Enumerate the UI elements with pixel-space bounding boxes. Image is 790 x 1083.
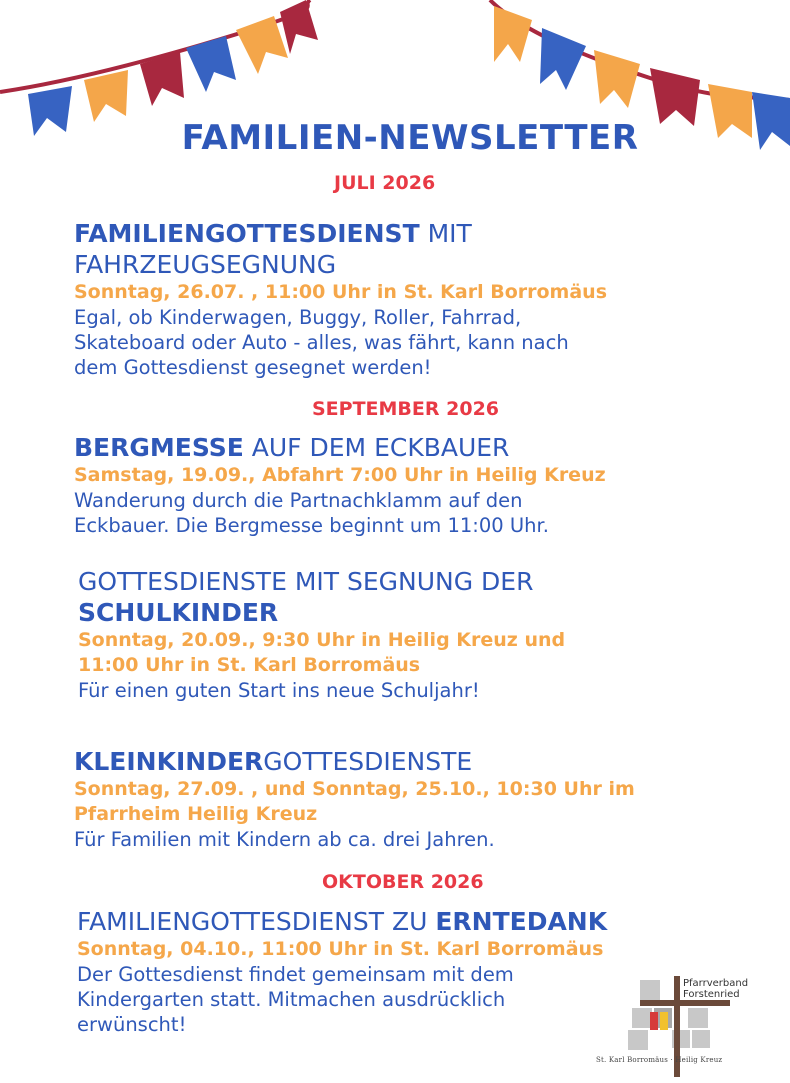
flag-orange-1 [84,70,128,122]
event-description-line: Der Gottesdienst findet gemeinsam mit dem [77,963,514,986]
event-description-line: erwünscht! [77,1013,187,1036]
flag-orange-3 [494,6,532,62]
flag-blue-3 [540,28,586,90]
month-heading-juli: JULI 2026 [334,172,436,194]
event-title: FAMILIENGOTTESDIENST ZU ERNTEDANK [77,907,608,936]
event-date: Sonntag, 27.09. , und Sonntag, 25.10., 10:30 Uhr im [74,778,635,800]
logo-footer: St. Karl Borromäus · Heilig Kreuz [596,1056,723,1064]
event-date-line2: 11:00 Uhr in St. Karl Borromäus [78,654,421,676]
event-kleinkinder [74,746,724,852]
month-heading-oktober: OKTOBER 2026 [322,871,484,893]
flag-orange-4 [594,50,640,108]
flag-orange-2 [236,16,288,74]
event-description-line: Kindergarten statt. Mitmachen ausdrücklich [77,988,506,1011]
event-schulkinder [78,566,728,703]
event-title: GOTTESDIENSTE MIT SEGNUNG DER [78,567,534,596]
event-description-line: Wanderung durch die Partnachklamm auf den [74,489,523,512]
event-date: Sonntag, 26.07. , 11:00 Uhr in St. Karl Borromäus [74,281,608,303]
flag-maroon-2 [280,0,318,54]
event-description-line: Eckbauer. Die Bergmesse beginnt um 11:00 Uhr. [74,514,549,537]
event-date: Sonntag, 04.10., 11:00 Uhr in St. Karl Borromäus [77,938,604,960]
event-title-line2: SCHULKINDER [78,598,279,627]
event-description-line: dem Gottesdienst gesegnet werden! [74,356,432,379]
event-description-line: Egal, ob Kinderwagen, Buggy, Roller, Fahrrad, [74,306,522,329]
event-bergmesse [74,432,724,538]
event-title: FAMILIENGOTTESDIENST MIT [74,219,472,248]
event-title-line2: FAHRZEUGSEGNUNG [74,250,337,279]
flag-blue-2 [186,36,236,92]
newsletter-title: FAMILIEN-NEWSLETTER [181,118,639,158]
event-description-line: Für Familien mit Kindern ab ca. drei Jahren. [74,828,495,851]
event-date: Sonntag, 20.09., 9:30 Uhr in Heilig Kreuz und [78,629,566,651]
logo-text: Pfarrverband Forstenried [683,978,749,1000]
event-fahrzeugsegnung [74,218,724,380]
event-description-line: Skateboard oder Auto - alles, was fährt, kann nach [74,331,569,354]
event-title: BERGMESSE AUF DEM ECKBAUER [74,433,510,462]
event-title: KLEINKINDERGOTTESDIENSTE [74,747,473,776]
month-heading-september: SEPTEMBER 2026 [312,398,500,420]
event-date: Samstag, 19.09., Abfahrt 7:00 Uhr in Heilig Kreuz [74,464,606,486]
event-description-line: Für einen guten Start ins neue Schuljahr! [78,679,480,702]
event-date-line2: Pfarrheim Heilig Kreuz [74,803,318,825]
